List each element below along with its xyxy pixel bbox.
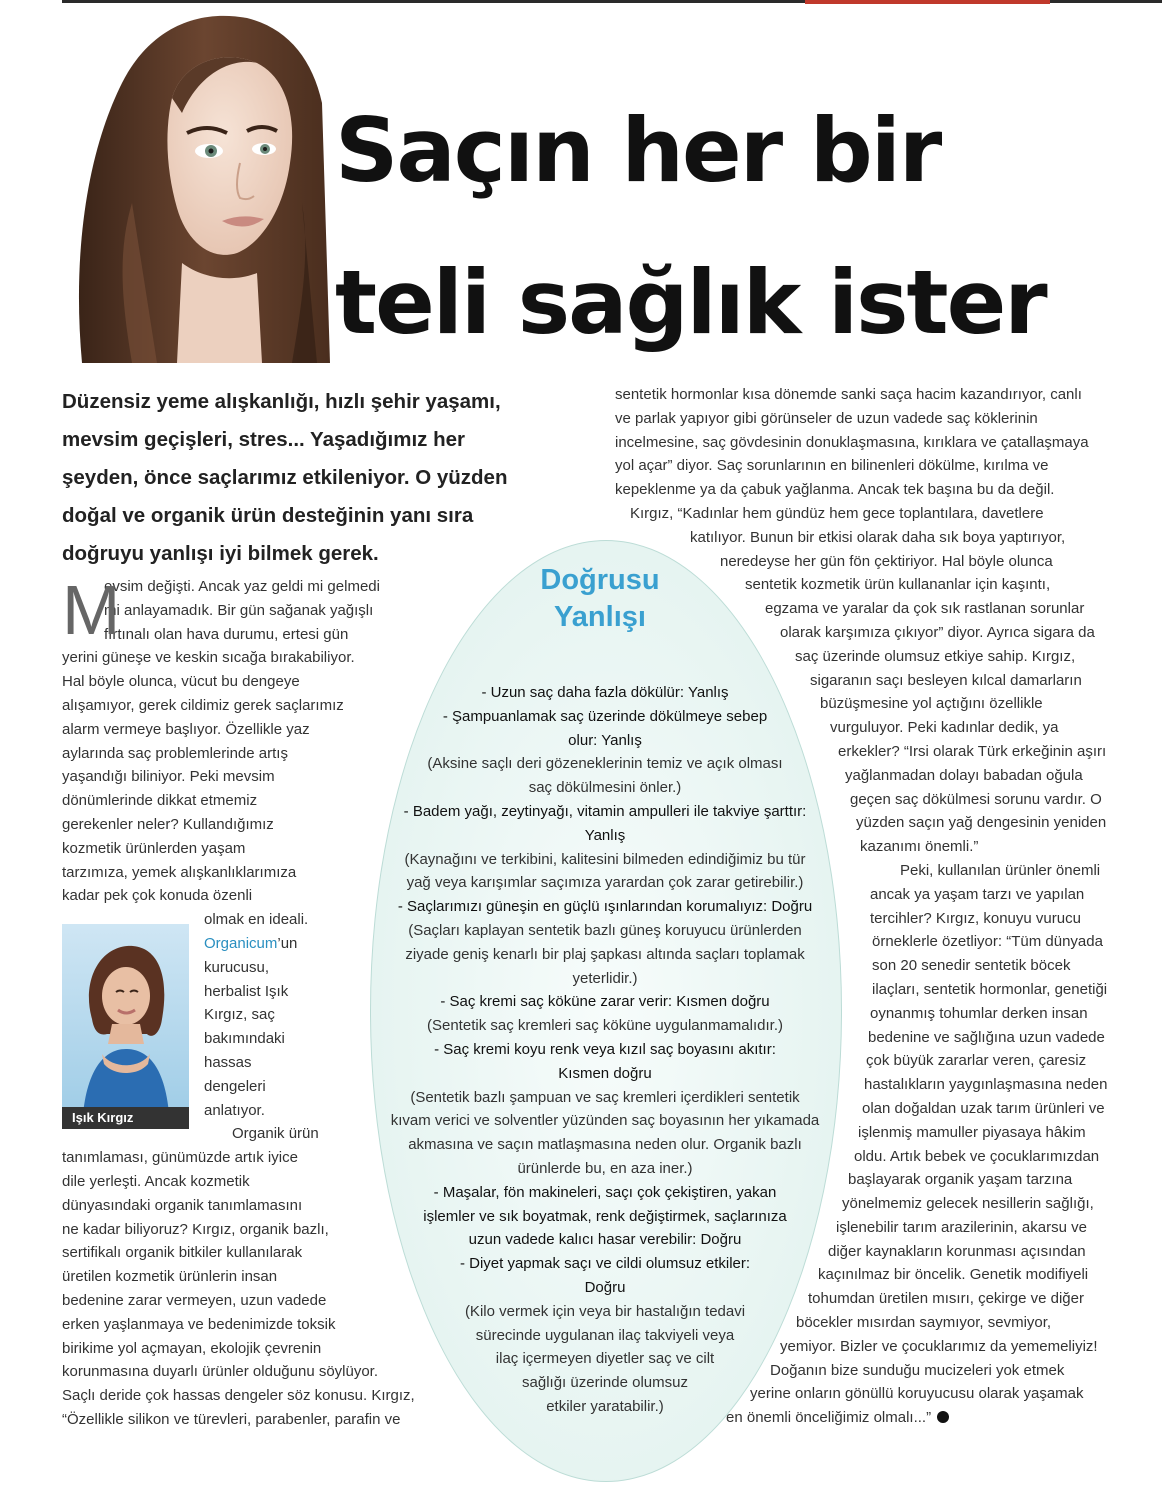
fact-line: sürecinde uygulanan ilaç takviyeli veya (475, 1326, 735, 1344)
body-line: evsim değişti. Ancak yaz geldi mi gelmedi (104, 578, 380, 595)
body-line: büzüşmesine yol açtığını özellikle (820, 695, 1043, 713)
body-line (600, 1406, 1155, 1430)
fact-line: Doğru (584, 1278, 626, 1296)
body-line: yerine onların gönüllü koruyucusu olarak yaşamak (750, 1385, 1084, 1403)
headline-line: teli sağlık ister (335, 251, 1046, 354)
body-line: ve parlak yapıyor gibi görünseler de uzun vadede saç köklerinin (615, 409, 1038, 427)
body-line: anlatıyor. (204, 1101, 265, 1119)
fact-line: (Saçları kaplayan sentetik bazlı güneş koruyucu ürünlerden (408, 921, 802, 939)
author-photo (62, 924, 189, 1129)
top-accent-bar (805, 0, 1050, 4)
body-line: katılıyor. Bunun bir etkisi olarak daha sık boya yaptırıyor, (690, 528, 1066, 546)
fact-line: (Sentetik bazlı şampuan ve saç kremleri içerdikleri sentetik (410, 1088, 800, 1106)
lead-line: Düzensiz yeme alışkanlığı, hızlı şehir yaşamı, (62, 390, 501, 413)
facts-title-line: Yanlışı (554, 601, 646, 633)
fact-line: Yanlış (584, 826, 626, 844)
fact-line: (Kilo vermek için veya bir hastalığın tedavi (464, 1302, 746, 1320)
fact-line: saç dökülmesini önler.) (528, 779, 682, 797)
body-line: böcekler mısırdan saymıyor, sevmiyor, (796, 1314, 1052, 1332)
fact-line: Kısmen doğru (558, 1064, 652, 1082)
body-line: yüzden saçın yağ dengesinin yeniden (856, 814, 1107, 832)
lead-paragraph (62, 383, 592, 573)
body-line: dengeleri (204, 1077, 266, 1095)
fact-line: (Sentetik saç kremleri saç köküne uygulanmamalıdır.) (427, 1017, 783, 1035)
fact-line: - Maşalar, fön makineleri, saçı çok çekiştiren, yakan (433, 1183, 777, 1201)
body-line: ancak ya yaşam tarzı ve yapılan (870, 885, 1085, 903)
body-line: vurguluyor. Peki kadınlar dedik, ya (830, 719, 1059, 737)
fact-line: - Badem yağı, zeytinyağı, vitamin ampulleri ile takviye şarttır: (403, 802, 807, 820)
body-line: geçen saç dökülmesi sorunu vardır. O (850, 790, 1102, 808)
fact-line: uzun vadede kalıcı hasar verebilir: Doğru (468, 1231, 742, 1249)
body-line: tarzımıza, yemek alışkanlıklarımıza (62, 863, 297, 881)
body-line: kurucusu, (204, 958, 270, 976)
hero-photo-woman (62, 3, 330, 363)
body-line: dünyasındaki organik tanımlamasını (62, 1196, 303, 1214)
body-line: “Özellikle silikon ve türevleri, parabenler, parafin ve (62, 1410, 401, 1428)
body-line: Saçlı deride çok hassas dengeler söz konusu. Kırgız, (62, 1387, 415, 1405)
body-line: korunmasına duyarlı ürünler olduğunu söylüyor. (62, 1363, 379, 1381)
body-line: Doğanın bize sunduğu mucizeleri yok etmek (770, 1361, 1065, 1379)
fact-line: - Şampuanlamak saç üzerinde dökülmeye sebep (442, 707, 768, 725)
author-caption: Işık Kırgız (62, 1107, 189, 1129)
body-line: neredeyse her gün fön çektiriyor. Hal böyle olunca (720, 552, 1053, 570)
body-line: sentetik hormonlar kısa dönemde sanki saça hacim kazandırıyor, canlı (615, 386, 1082, 403)
body-line: başlayarak organik yaşam tarzına (848, 1171, 1073, 1189)
fact-line: (Aksine saçlı deri gözeneklerinin temiz ve açık olması (427, 755, 783, 773)
body-line: erkekler? “Irsi olarak Türk erkeğinin aşırı (838, 742, 1107, 760)
article-headline (335, 75, 1155, 379)
headline-line: Saçın her bir (335, 99, 941, 202)
body-line: alışamıyor, gerek cildimiz gerek saçlarımız (62, 696, 344, 714)
body-line: erken yaşlanmaya ve bedenimizde toksik (62, 1315, 336, 1333)
fact-line: - Diyet yapmak saçı ve cildi olumsuz etkiler: (459, 1255, 751, 1273)
fact-line: kıvam verici ve solventler yüzünden saç boyasının her yıkamada (390, 1112, 820, 1130)
fact-line: akmasına ve saçın matlaşmasına neden olur. Organik bazlı (408, 1136, 802, 1154)
body-line: Peki, kullanılan ürünler önemli (900, 861, 1101, 879)
drop-cap: M (62, 571, 121, 649)
fact-line: (Kaynağını ve terkibini, kalitesini bilmeden edindiğimiz bu tür (404, 850, 806, 868)
body-line: sertifikalı organik bitkiler kullanılarak (62, 1244, 303, 1262)
fact-line: yeterlidir.) (572, 969, 638, 987)
body-line: oynanmış tohumlar derken insan (870, 1004, 1088, 1022)
end-bullet-icon (937, 1411, 949, 1423)
body-line: gerekenler neler? Kullandığımız (62, 815, 274, 833)
lead-line: doğruyu yanlışı iyi bilmek gerek. (62, 542, 379, 565)
body-line: tercihler? Kırgız, konuyu vurucu (870, 909, 1081, 927)
facts-title-line: Doğrusu (540, 564, 660, 596)
body-line: Organik ürün (232, 1125, 319, 1143)
body-line: tanımlaması, günümüzde artık iyice (62, 1149, 298, 1167)
body-line: sentetik kozmetik ürün kullananlar için kaşıntı, (745, 576, 1051, 594)
body-line: saç üzerinde olumsuz etkiye sahip. Kırgız, (795, 647, 1076, 665)
lead-line: doğal ve organik ürün desteğinin yanı sıra (62, 504, 474, 527)
body-line: çok büyük zararlar veren, çaresiz (866, 1052, 1087, 1070)
body-line: dönümlerinde dikkat etmemiz (62, 792, 258, 810)
fact-line: olur: Yanlış (568, 731, 642, 749)
body-line: fırtınalı olan hava durumu, ertesi gün (104, 625, 349, 643)
fact-line: - Uzun saç daha fazla dökülür: Yanlış (481, 684, 729, 701)
body-line: alarm vermeye başlıyor. Özellikle yaz (62, 720, 310, 738)
fact-line: - Saçlarımızı güneşin en güçlü ışınlarından korumalıyız: Doğru (397, 898, 813, 916)
lead-line: şeyden, önce saçlarımız etkileniyor. O yüzden (62, 466, 508, 489)
body-line: kepeklenme ya da çabuk yağlanma. Ancak tek başına bu da değil. (615, 481, 1055, 499)
body-line: kaçınılmaz bir öncelik. Genetik modifiyeli (818, 1266, 1089, 1284)
body-line: sigaranın saçı besleyen kılcal damarların (810, 671, 1082, 689)
body-line: kadar pek çok konuda özenli (62, 887, 253, 905)
body-line: son 20 senedir sentetik böcek (872, 957, 1071, 975)
body-line: Hal böyle olunca, vücut bu dengeye (62, 673, 300, 691)
body-line: aylarında saç problemlerinde artış (62, 744, 288, 762)
body-line: kazanımı önemli.” (860, 838, 979, 856)
body-line: olarak karşımıza çıkıyor” diyor. Ayrıca sigara da (780, 623, 1095, 641)
body-line: bedenine ve sağlığına uzun vadede (868, 1028, 1105, 1046)
body-line: işlenmiş mamuller piyasaya hâkim (858, 1123, 1086, 1141)
body-line: örneklerle özetliyor: “Tüm dünyada (872, 933, 1103, 951)
body-line: birikime yol açmayan, ekolojik çevrenin (62, 1339, 322, 1357)
body-line: diğer kaynakların korunması açısından (828, 1242, 1086, 1260)
body-line: olan doğaldan uzak tarım ürünleri ve (862, 1099, 1105, 1117)
right-body-column (600, 383, 1155, 1430)
body-line: ne kadar biliyoruz? Kırgız, organik bazlı, (62, 1220, 329, 1238)
body-line: yol açar” diyor. Saç sorunlarının en bilinenleri dökülme, kırılma ve (615, 457, 1049, 475)
fact-line: yağ veya karışımlar saçımıza yarardan çok zarar getirebilir.) (406, 874, 804, 892)
body-line: yemiyor. Bizler ve çocuklarımız da yememeliyiz! (780, 1337, 1098, 1355)
body-line: ilaçları, sentetik hormonlar, genetiği (872, 980, 1108, 998)
body-line: incelmesine, saç gövdesinin donuklaşmasına, kırıklara ve çatallaşmaya (615, 433, 1089, 451)
body-line: oldu. Artık bebek ve çocuklarımızdan (854, 1147, 1100, 1165)
body-line: yaşandığı biliniyor. Peki mevsim (62, 768, 275, 786)
body-line-suffix: ’un (277, 934, 298, 952)
fact-line: ürünlerde bu, en aza iner.) (517, 1159, 693, 1177)
fact-line: sağlığı üzerinde olumsuz (522, 1374, 688, 1392)
body-line: kozmetik ürünlerden yaşam (62, 839, 246, 857)
body-line: üretilen kozmetik ürünlerin insan (62, 1268, 278, 1286)
body-line: hassas (204, 1053, 252, 1071)
fact-line: - Saç kremi koyu renk veya kızıl saç boyasını akıtır: (434, 1040, 776, 1058)
fact-line: işlemler ve sık boyatmak, renk değiştirmek, saçlarınıza (423, 1207, 787, 1225)
body-line: bedenine zarar vermeyen, uzun vadede (62, 1291, 327, 1309)
body-line: yerini güneşe ve keskin sıcağa bırakabiliyor. (62, 649, 355, 667)
brand-organicum: Organicum (204, 934, 278, 952)
fact-line: ilaç içermeyen diyetler saç ve cilt (495, 1350, 715, 1368)
body-line: yağlanmadan dolayı babadan oğula (845, 766, 1083, 784)
body-line: yönelmemiz gelecek nesillerin sağlığı, (842, 1195, 1094, 1213)
lead-line: mevsim geçişleri, stres... Yaşadığımız her (62, 428, 466, 451)
body-line: hastalıkların yaygınlaşmasına neden (864, 1076, 1108, 1094)
fact-line: ziyade geniş kenarlı bir plaj şapkası altında saçları toplamak (405, 945, 805, 963)
body-line: Kırgız, “Kadınlar hem gündüz hem gece toplantılara, davetlere (630, 504, 1044, 522)
body-line: egzama ve yaralar da çok sık rastlanan sorunlar (765, 600, 1085, 618)
body-line: mi anlayamadık. Bir gün sağanak yağışlı (104, 601, 374, 619)
body-line: herbalist Işık (204, 982, 289, 1000)
fact-line: - Saç kremi saç köküne zarar verir: Kısmen doğru (440, 993, 770, 1011)
body-line: işlenebilir tarım arazilerinin, akarsu ve (836, 1218, 1087, 1236)
fact-line: etkiler yaratabilir.) (546, 1397, 664, 1415)
body-line-end: en önemli önceliğimiz olmalı...” (726, 1409, 932, 1427)
body-line: tohumdan üretilen mısırı, çekirge ve diğer (808, 1290, 1084, 1308)
body-line: dile yerleşti. Ancak kozmetik (62, 1172, 250, 1190)
body-line: Kırgız, saç (204, 1006, 275, 1024)
body-line: bakımındaki (204, 1030, 285, 1048)
body-line: olmak en ideali. (204, 911, 309, 929)
